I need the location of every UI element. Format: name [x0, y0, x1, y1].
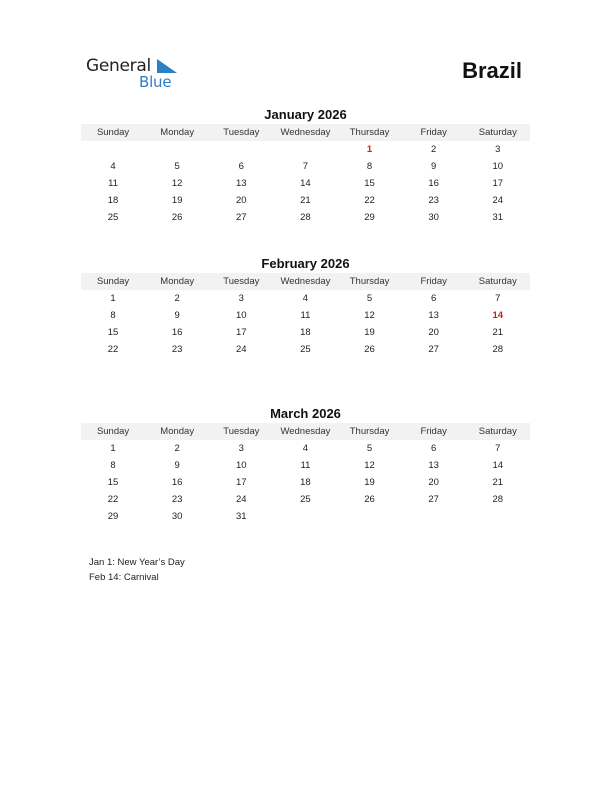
day-cell: 11 — [108, 178, 118, 189]
day-cell: 21 — [492, 327, 504, 338]
day-cell: 1 — [366, 144, 373, 155]
weekday-header: Monday — [160, 127, 195, 138]
weekday-header: Friday — [420, 426, 447, 437]
month-calendar-january — [81, 106, 530, 226]
day-cell: 20 — [428, 327, 439, 338]
week-row — [81, 307, 530, 324]
weekday-header: Saturday — [478, 426, 517, 437]
day-cell: 16 — [171, 477, 183, 488]
day-cell: 6 — [431, 443, 437, 454]
day-cell: 28 — [492, 344, 504, 355]
week-row — [81, 440, 530, 457]
weekday-header: Friday — [420, 127, 447, 138]
day-cell: 16 — [428, 178, 439, 189]
day-cell: 23 — [428, 195, 439, 206]
week-row — [81, 324, 530, 341]
logo-triangle-icon — [157, 59, 177, 73]
day-cell: 28 — [300, 212, 311, 223]
day-cell: 8 — [366, 161, 373, 172]
day-cell: 13 — [428, 460, 439, 471]
weekday-header: Friday — [420, 276, 447, 287]
week-row — [81, 209, 530, 226]
day-cell: 13 — [428, 310, 439, 321]
day-cell: 11 — [300, 460, 311, 471]
day-cell: 5 — [366, 293, 373, 304]
day-cell: 6 — [238, 161, 244, 172]
day-cell: 13 — [236, 178, 247, 189]
day-cell: 15 — [364, 178, 375, 189]
day-cell: 20 — [428, 477, 439, 488]
weekday-header: Monday — [160, 276, 195, 287]
weekday-header: Sunday — [96, 426, 130, 437]
day-cell: 15 — [107, 477, 119, 488]
day-cell: 20 — [236, 195, 247, 206]
day-cell: 4 — [302, 443, 309, 454]
weekday-header: Tuesday — [223, 276, 260, 287]
day-cell: 10 — [236, 460, 247, 471]
day-cell: 15 — [107, 327, 119, 338]
day-cell: 1 — [110, 293, 116, 304]
empty-day-cell — [209, 141, 273, 158]
day-cell: 17 — [236, 327, 247, 338]
day-cell: 4 — [302, 293, 309, 304]
month-title: January 2026 — [264, 107, 347, 122]
weekday-header: Saturday — [478, 276, 517, 287]
day-cell: 3 — [495, 144, 501, 155]
day-cell: 30 — [171, 511, 183, 522]
day-cell: 25 — [300, 344, 311, 355]
holiday-note: Feb 14: Carnival — [89, 572, 159, 583]
day-cell: 19 — [171, 195, 183, 206]
day-cell: 12 — [171, 178, 183, 189]
day-cell: 14 — [492, 310, 504, 321]
weekday-header-row — [81, 124, 530, 141]
weekday-header-row — [81, 423, 530, 440]
month-calendar-february — [81, 255, 530, 358]
week-row — [81, 508, 530, 525]
week-row — [81, 457, 530, 474]
empty-day-cell — [338, 508, 402, 525]
day-cell: 22 — [107, 494, 119, 505]
empty-day-cell — [145, 141, 209, 158]
day-cell: 7 — [495, 443, 501, 454]
month-title: February 2026 — [261, 256, 350, 271]
day-cell: 30 — [428, 212, 439, 223]
day-cell: 14 — [492, 460, 504, 471]
week-row — [81, 192, 530, 209]
day-cell: 27 — [236, 212, 247, 223]
weekday-header: Saturday — [478, 127, 517, 138]
day-cell: 2 — [174, 443, 180, 454]
day-cell: 22 — [364, 195, 375, 206]
weekday-header: Thursday — [349, 426, 390, 437]
day-cell: 9 — [431, 161, 437, 172]
day-cell: 31 — [236, 511, 247, 522]
month-calendar-march — [81, 405, 530, 525]
logo-word-general: General — [86, 56, 151, 76]
holiday-notes — [89, 555, 185, 585]
empty-day-cell — [466, 508, 530, 525]
day-cell: 25 — [300, 494, 311, 505]
day-cell: 26 — [364, 344, 375, 355]
day-cell: 26 — [171, 212, 183, 223]
week-row — [81, 341, 530, 358]
day-cell: 2 — [431, 144, 437, 155]
empty-day-cell — [273, 508, 337, 525]
day-cell: 31 — [492, 212, 504, 223]
day-cell: 27 — [428, 494, 439, 505]
day-cell: 29 — [364, 212, 375, 223]
generalblue-logo — [86, 56, 186, 92]
day-cell: 8 — [110, 460, 116, 471]
day-cell: 10 — [492, 161, 504, 172]
day-cell: 23 — [171, 494, 183, 505]
day-cell: 18 — [300, 327, 311, 338]
day-cell: 9 — [174, 460, 180, 471]
logo-word-blue: Blue — [139, 73, 172, 91]
day-cell: 21 — [492, 477, 504, 488]
week-row — [81, 158, 530, 175]
day-cell: 11 — [300, 310, 311, 321]
week-row — [81, 474, 530, 491]
day-cell: 9 — [174, 310, 180, 321]
day-cell: 3 — [238, 293, 244, 304]
weekday-header: Wednesday — [280, 426, 331, 437]
empty-day-cell — [81, 141, 145, 158]
day-cell: 7 — [302, 161, 309, 172]
day-cell: 8 — [110, 310, 116, 321]
day-cell: 18 — [107, 195, 119, 206]
day-cell: 25 — [107, 212, 119, 223]
empty-day-cell — [273, 141, 337, 158]
day-cell: 19 — [364, 327, 375, 338]
day-cell: 12 — [364, 460, 375, 471]
country-title: Brazil — [462, 58, 522, 83]
weekday-header: Sunday — [96, 276, 130, 287]
day-cell: 29 — [107, 511, 119, 522]
day-cell: 17 — [492, 178, 504, 189]
day-cell: 16 — [171, 327, 183, 338]
day-cell: 22 — [107, 344, 119, 355]
day-cell: 24 — [236, 344, 247, 355]
day-cell: 2 — [174, 293, 180, 304]
day-cell: 18 — [300, 477, 311, 488]
weekday-header: Sunday — [96, 127, 130, 138]
weekday-header-row — [81, 273, 530, 290]
weekday-header: Wednesday — [280, 276, 331, 287]
day-cell: 5 — [174, 161, 180, 172]
day-cell: 1 — [110, 443, 116, 454]
day-cell: 7 — [495, 293, 501, 304]
day-cell: 28 — [492, 494, 504, 505]
weekday-header: Tuesday — [223, 426, 260, 437]
weekday-header: Thursday — [349, 127, 390, 138]
day-cell: 14 — [300, 178, 311, 189]
day-cell: 24 — [492, 195, 504, 206]
week-row — [81, 175, 530, 192]
day-cell: 3 — [238, 443, 244, 454]
weekday-header: Wednesday — [280, 127, 331, 138]
day-cell: 24 — [236, 494, 247, 505]
day-cell: 12 — [364, 310, 375, 321]
holiday-note: Jan 1: New Year’s Day — [89, 557, 185, 568]
weekday-header: Thursday — [349, 276, 390, 287]
day-cell: 19 — [364, 477, 375, 488]
day-cell: 6 — [431, 293, 437, 304]
empty-day-cell — [402, 508, 466, 525]
day-cell: 23 — [171, 344, 183, 355]
day-cell: 10 — [236, 310, 247, 321]
day-cell: 5 — [366, 443, 373, 454]
weekday-header: Monday — [160, 426, 195, 437]
day-cell: 4 — [110, 161, 116, 172]
week-row — [81, 491, 530, 508]
day-cell: 17 — [236, 477, 247, 488]
day-cell: 26 — [364, 494, 375, 505]
day-cell: 27 — [428, 344, 439, 355]
week-row — [81, 290, 530, 307]
weekday-header: Tuesday — [223, 127, 260, 138]
day-cell: 21 — [300, 195, 311, 206]
month-title: March 2026 — [270, 406, 341, 421]
week-row — [81, 141, 530, 158]
